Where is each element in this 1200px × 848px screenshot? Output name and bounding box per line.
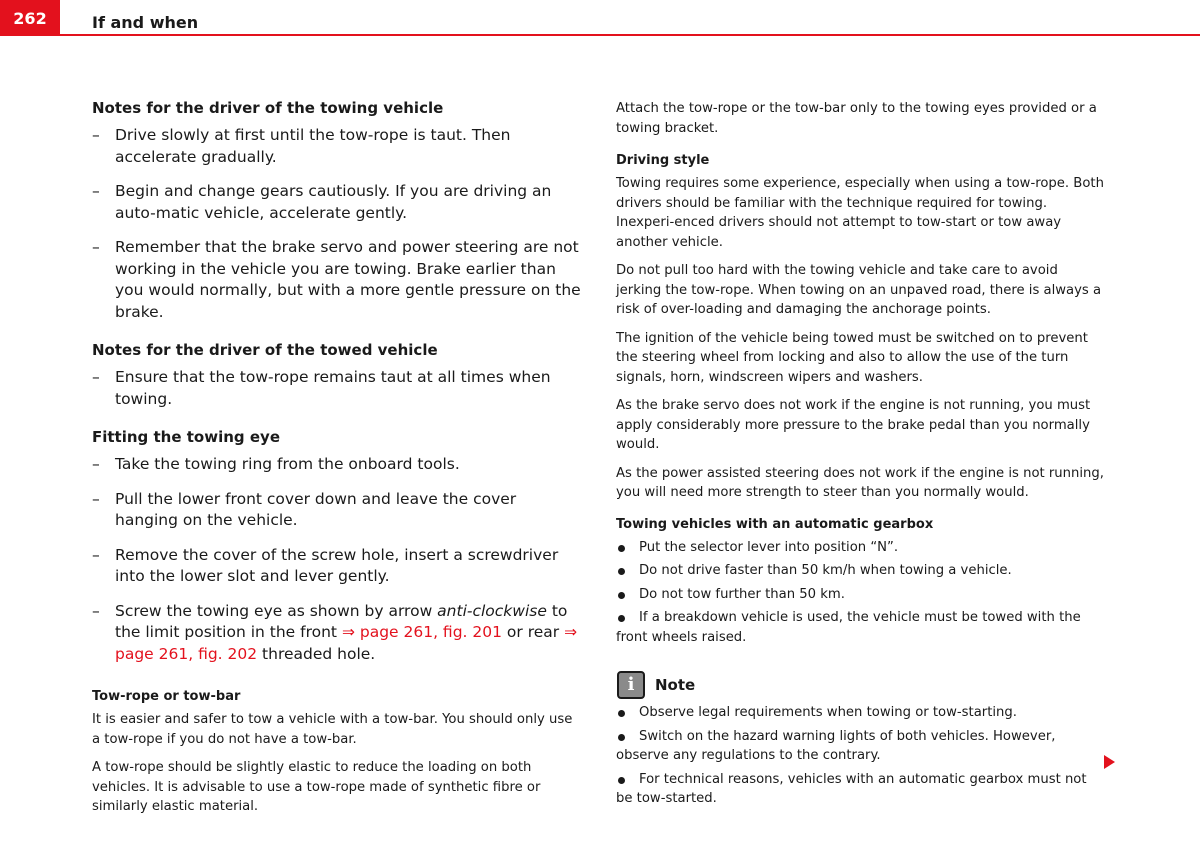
paragraph: A tow-rope should be slightly elastic to reduce the loading on both vehicles. It is advisable to use a tow-rope made of synthetic fibre or similarly elastic material.	[92, 760, 541, 814]
page-reference-link[interactable]: ⇒ page 261, fig. 201	[341, 623, 502, 641]
list-item: Put the selector lever into position “N”.	[616, 538, 1104, 558]
paragraph: Attach the tow-rope or the tow-bar only to the towing eyes provided or a towing bracket.	[616, 101, 1097, 136]
list-item: Switch on the hazard warning lights of both vehicles. However, observe any regulations to the contrary.	[616, 728, 1056, 763]
list-item: – Pull the lower front cover down and leave the cover hanging on the vehicle.	[92, 489, 517, 529]
chapter-title: If and when	[92, 13, 199, 32]
section-heading-towing-driver: Notes for the driver of the towing vehicle	[92, 99, 444, 117]
paragraph: Towing requires some experience, especially when using a tow-rope. Both drivers should be familiar with the technique required for towing. Inexperi-enced drivers should not attempt to tow-start or tow away another vehicle.	[616, 176, 1104, 250]
section-heading-tow-rope: Tow-rope or tow-bar	[92, 689, 241, 704]
header-rule	[60, 34, 1200, 36]
list-item: – Remember that the brake servo and power steering are not working in the vehicle you are towing. Brake earlier than you would normally, but with a more gentle pressure on the brake.	[92, 238, 581, 321]
page-header	[0, 0, 1200, 36]
paragraph: As the brake servo does not work if the engine is not running, you must apply considerably more pressure to the brake pedal than you normally would.	[616, 398, 1091, 452]
list-item: If a breakdown vehicle is used, the vehicle must be towed with the front wheels raised.	[616, 610, 1081, 645]
left-column	[92, 98, 582, 826]
list-item: – Begin and change gears cautiously. If you are driving an auto-matic vehicle, accelerate gently.	[92, 182, 552, 222]
bullet-icon	[618, 568, 625, 575]
list-item: – Remove the cover of the screw hole, insert a screwdriver into the lower slot and lever gently.	[92, 545, 559, 585]
paragraph: Do not pull too hard with the towing vehicle and take care to avoid jerking the tow-rope. When towing on an unpaved road, there is always a risk of over-loading and damaging the anchorage points.	[616, 263, 1102, 317]
bullet-icon	[618, 592, 625, 599]
list-item: Do not drive faster than 50 km/h when towing a vehicle.	[616, 561, 1104, 581]
bullet-icon	[618, 734, 625, 741]
list-item: – Drive slowly at first until the tow-rope is taut. Then accelerate gradually.	[92, 126, 511, 166]
section-heading-automatic: Towing vehicles with an automatic gearbox	[616, 516, 934, 532]
list-item: – Screw the towing eye as shown by arrow anti-clockwise to the limit position in the front ⇒ page 261, fig. 201 or rear ⇒ page 261, fig. 202 threaded hole.	[92, 601, 578, 663]
bullet-icon	[618, 777, 625, 784]
info-icon: i	[617, 671, 645, 699]
list-item: – Ensure that the tow-rope remains taut at all times when towing.	[92, 368, 551, 408]
bullet-icon	[618, 710, 625, 717]
section-heading-towed-driver: Notes for the driver of the towed vehicle	[92, 341, 438, 359]
paragraph: As the power assisted steering does not work if the engine is not running, you will need more strength to steer than you normally would.	[616, 465, 1104, 500]
list-item: – Take the towing ring from the onboard tools.	[92, 455, 460, 473]
right-column	[616, 99, 1104, 813]
list-item: For technical reasons, vehicles with an automatic gearbox must not be tow-started.	[616, 771, 1087, 806]
bullet-icon	[618, 615, 625, 622]
paragraph: The ignition of the vehicle being towed must be switched on to prevent the steering wheel from locking and also to allow the use of the turn signals, horn, windscreen wipers and washers.	[616, 330, 1088, 385]
page-reference-link[interactable]: ⇒ page 261, fig. 202	[115, 623, 578, 663]
note-label: Note	[655, 676, 696, 694]
list-item: Observe legal requirements when towing or tow-starting.	[616, 703, 1104, 723]
page-number: 262	[0, 0, 60, 36]
list-item: Do not tow further than 50 km.	[616, 585, 1104, 605]
note-header	[616, 671, 1104, 699]
next-page-arrow-icon[interactable]	[1104, 755, 1115, 769]
bullet-icon	[618, 545, 625, 552]
paragraph: It is easier and safer to tow a vehicle with a tow-bar. You should only use a tow-rope if you do not have a tow-bar.	[92, 712, 573, 747]
section-heading-towing-eye: Fitting the towing eye	[92, 428, 280, 446]
section-heading-driving-style: Driving style	[616, 153, 710, 168]
